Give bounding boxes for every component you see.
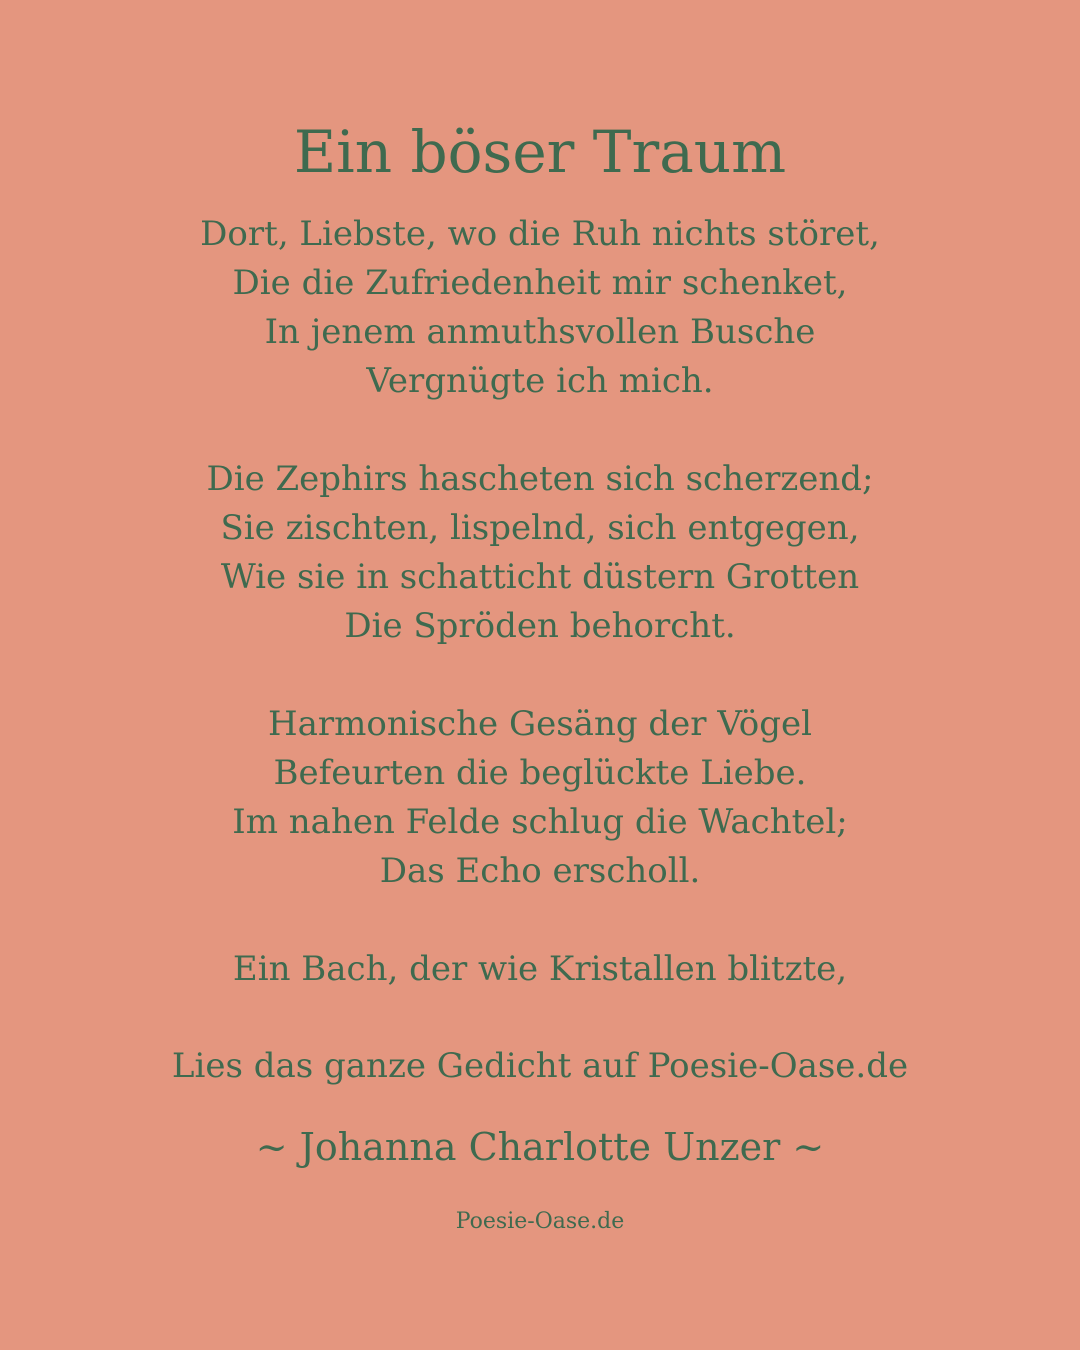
stanza-4 [0,945,1080,994]
poem-body [0,210,1080,1043]
poem-line: Die die Zufriedenheit mir schenket, [232,263,848,303]
poem-line: Befeurten die beglückte Liebe. [273,753,807,793]
poem-line: Die Spröden behorcht. [344,606,736,646]
author-name: ~ Johanna Charlotte Unzer ~ [255,1125,825,1169]
poem-line: Ein Bach, der wie Kristallen blitzte, [232,949,848,989]
read-more-text: Lies das ganze Gedicht auf Poesie-Oase.de [171,1046,909,1086]
poem-title: Ein böser Traum [293,118,787,186]
stanza-3 [0,700,1080,896]
poem-line: In jenem anmuthsvollen Busche [264,312,816,352]
stanza-2 [0,455,1080,651]
poem-line: Sie zischten, lispelnd, sich entgegen, [220,508,860,548]
poem-line: Dort, Liebste, wo die Ruh nichts störet, [200,214,880,254]
poem-line: Das Echo erscholl. [379,851,701,891]
poem-line: Vergnügte ich mich. [366,361,714,401]
poem-line: Harmonische Gesäng der Vögel [267,704,813,744]
stanza-1 [0,210,1080,406]
poem-line: Im nahen Felde schlug die Wachtel; [232,802,848,842]
poem-line: Wie sie in schatticht düstern Grotten [220,557,860,597]
poem-line: Die Zephirs hascheten sich scherzend; [206,459,874,499]
site-footer: Poesie-Oase.de [455,1209,625,1234]
